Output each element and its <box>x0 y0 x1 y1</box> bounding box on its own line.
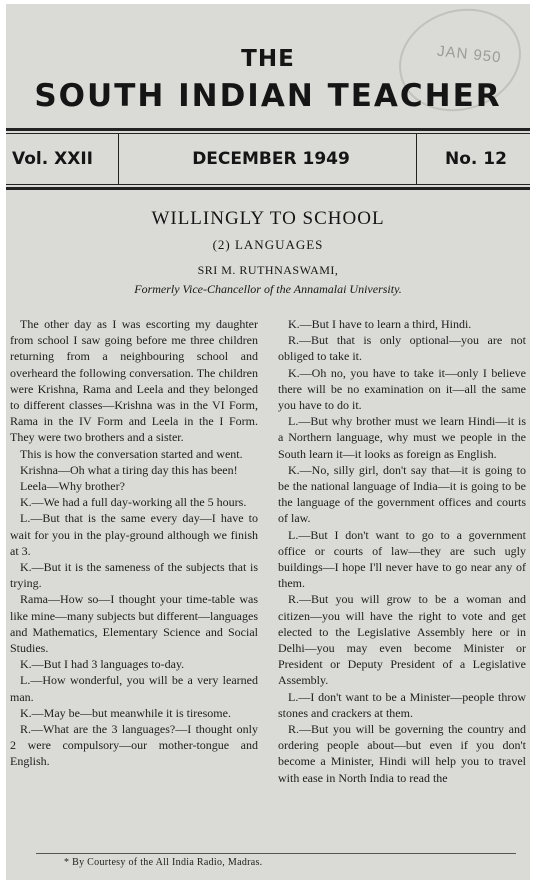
article-subtitle: (2) LANGUAGES <box>212 237 324 252</box>
footnote-rule <box>36 853 516 854</box>
masthead-title: SOUTH INDIAN TEACHER <box>34 78 502 114</box>
paragraph: L.—How wonderful, you will be a very learned man. <box>10 673 258 704</box>
masthead-the: THE <box>241 46 295 72</box>
paragraph: Krishna—Oh what a tiring day this has been! <box>20 462 238 477</box>
paragraph: L.—But why brother must we learn Hindi—it is a Northern language, why must we people in the South learn it—it looks as foreign as English. <box>278 414 526 461</box>
article-title: WILLINGLY TO SCHOOL <box>151 208 385 229</box>
article-column-left <box>10 316 258 770</box>
footnote: * By Courtesy of the All India Radio, Madras. <box>64 857 263 868</box>
issue-number: No. 12 <box>445 149 507 169</box>
issue-divider <box>118 134 119 184</box>
paragraph: The other day as I was escorting my daughter from school I saw going before me three children returning from a neighbouring school and overheard the following conversation. The children were Krishna, Rama and Leela and they belonged to different classes—Krishna was in the VI Form, Rama in the IV Form and Leela in the I Form. They were two brothers and a sister. <box>10 317 258 445</box>
paragraph: L.—But that is the same every day—I have to wait for you in the play-ground although we finish at 3. <box>10 511 258 558</box>
issue-volume: Vol. XXII <box>12 149 93 169</box>
paragraph: K.—But I have to learn a third, Hindi. <box>288 317 472 331</box>
paragraph: Rama—How so—I thought your time-table was like mine—many subjects but different—languages and Mathematics, Elementary Science and Social Studies. <box>10 592 258 656</box>
masthead-rule <box>6 128 530 131</box>
article-affiliation: Formerly Vice-Chancellor of the Annamalai University. <box>134 282 402 296</box>
article-column-right <box>278 316 526 786</box>
issue-rule <box>6 187 530 190</box>
issue-divider <box>416 134 417 184</box>
paragraph: R.—But you will be governing the country and ordering people about—but even if you don't become a Minister, Hindi will help you to travel with ease in North India to read the <box>278 722 526 785</box>
paragraph: This is how the conversation started and went. <box>20 446 243 461</box>
paragraph: K.—May be—but meanwhile it is tiresome. <box>20 705 231 720</box>
paragraph: K.—No, silly girl, don't say that—it is going to be the national language of India—it is going to be the language of the government offices and courts of law. <box>278 462 526 526</box>
stamp-date: JAN 950 <box>436 42 503 67</box>
magazine-page <box>6 4 530 880</box>
paragraph: K.—But I had 3 languages to-day. <box>20 657 185 672</box>
article-author: SRI M. RUTHNASWAMI, <box>197 263 339 277</box>
paragraph: K.—But it is the sameness of the subjects that is trying. <box>10 560 258 591</box>
paragraph: K.—We had a full day-working all the 5 hours. <box>20 495 247 510</box>
paragraph: Leela—Why brother? <box>20 479 125 494</box>
issue-date: DECEMBER 1949 <box>192 149 350 169</box>
paragraph: L.—But I don't want to go to a government office or courts of law—they are such ugly buildings—I hope I'll never have to go near any of them. <box>278 527 526 591</box>
paragraph: R.—But that is only optional—you are not obliged to take it. <box>278 333 526 364</box>
paragraph: R.—But you will grow to be a woman and citizen—you will have the right to vote and get elected to the Legislative Assembly here or in Delhi—you may even become Minister or President or Deputy President of a Legislative Assembly. <box>278 592 526 688</box>
issue-rule-thin <box>6 184 530 185</box>
paragraph: R.—What are the 3 languages?—I thought only 2 were compulsory—our mother-tongue and English. <box>10 722 258 769</box>
paragraph: K.—Oh no, you have to take it—only I believe there will be no examination on it—all the same you have to do it. <box>278 365 526 413</box>
paragraph: L.—I don't want to be a Minister—people throw stones and crackers at them. <box>278 689 526 720</box>
issue-bar <box>6 134 530 184</box>
